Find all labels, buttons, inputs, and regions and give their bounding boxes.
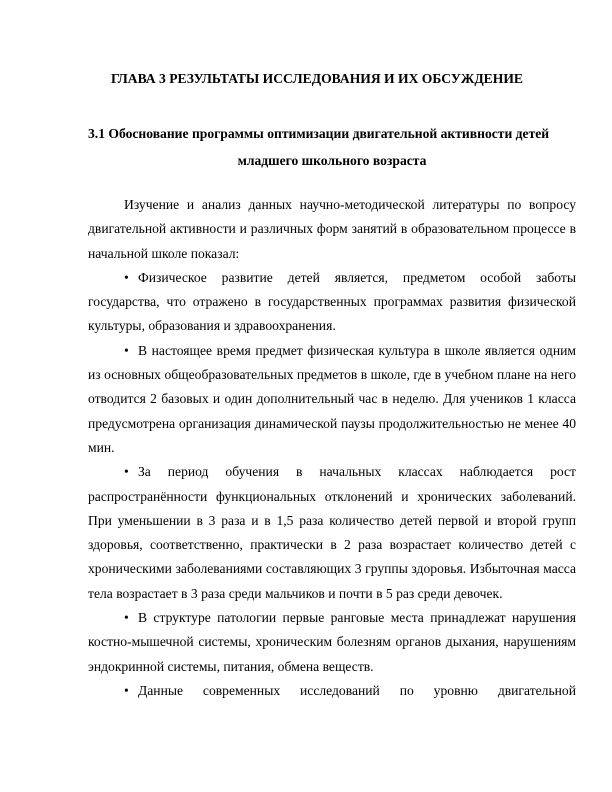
intro-paragraph: Изучение и анализ данных научно-методической литературы по вопросу двигательной активности и различных форм занятий в образовательном процессе в начальной школе показал: bbox=[88, 197, 576, 261]
section-title-line-2: младшего школьного возраста bbox=[237, 153, 427, 168]
bullet-marker: • bbox=[124, 269, 129, 285]
section-title-line-1: 3.1 Обоснование программы оптимизации двигательной активности детей bbox=[88, 126, 550, 141]
bullet-paragraph-5 bbox=[88, 679, 576, 703]
chapter-title: ГЛАВА 3 РЕЗУЛЬТАТЫ ИССЛЕДОВАНИЯ И ИХ ОБСУЖДЕНИЕ bbox=[111, 71, 523, 86]
bullet-text-2: В настоящее время предмет физическая культура в школе является одним из основных общеобразовательных предметов в школе, где в учебном плане на него отводится 2 базовых и один дополнительный час в неделю. Для учеников 1 класса предусмотрена организация динамической паузы продолжительностью не менее 40 мин. bbox=[88, 342, 576, 455]
bullet-text-1: Физическое развитие детей является, предметом особой заботы государства, что отражено в государственных программах развития физической культуры, образования и здравоохранения. bbox=[88, 269, 576, 334]
body-text bbox=[88, 193, 576, 703]
bullet-marker: • bbox=[124, 464, 129, 480]
bullet-paragraph-4 bbox=[88, 606, 576, 679]
bullet-text-5: Данные современных исследований по уровню двигательной bbox=[138, 682, 576, 698]
bullet-marker: • bbox=[124, 342, 129, 358]
bullet-marker: • bbox=[124, 682, 129, 698]
bullet-paragraph-2 bbox=[88, 339, 576, 460]
bullet-text-3: За период обучения в начальных классах наблюдается рост распространённости функциональных отклонений и хронических заболеваний. При уменьшении в 3 раза и в 1,5 раза количество детей первой и второй групп здоровья, соответственно, практически в 2 раза возрастает количество детей с хроническими заболеваниями составляющих 3 группы здоровья. Избыточная масса тела возрастает в 3 раза среди мальчиков и почти в 5 раз среди девочек. bbox=[88, 464, 576, 601]
section-title bbox=[88, 120, 576, 174]
bullet-marker: • bbox=[124, 610, 129, 626]
bullet-paragraph-3 bbox=[88, 460, 576, 606]
bullet-paragraph-1 bbox=[88, 266, 576, 339]
bullet-text-4: В структуре патологии первые ранговые места принадлежат нарушения костно-мышечной системы, хроническим болезням органов дыхания, нарушениям эндокринной системы, питания, обмена веществ. bbox=[88, 610, 576, 674]
